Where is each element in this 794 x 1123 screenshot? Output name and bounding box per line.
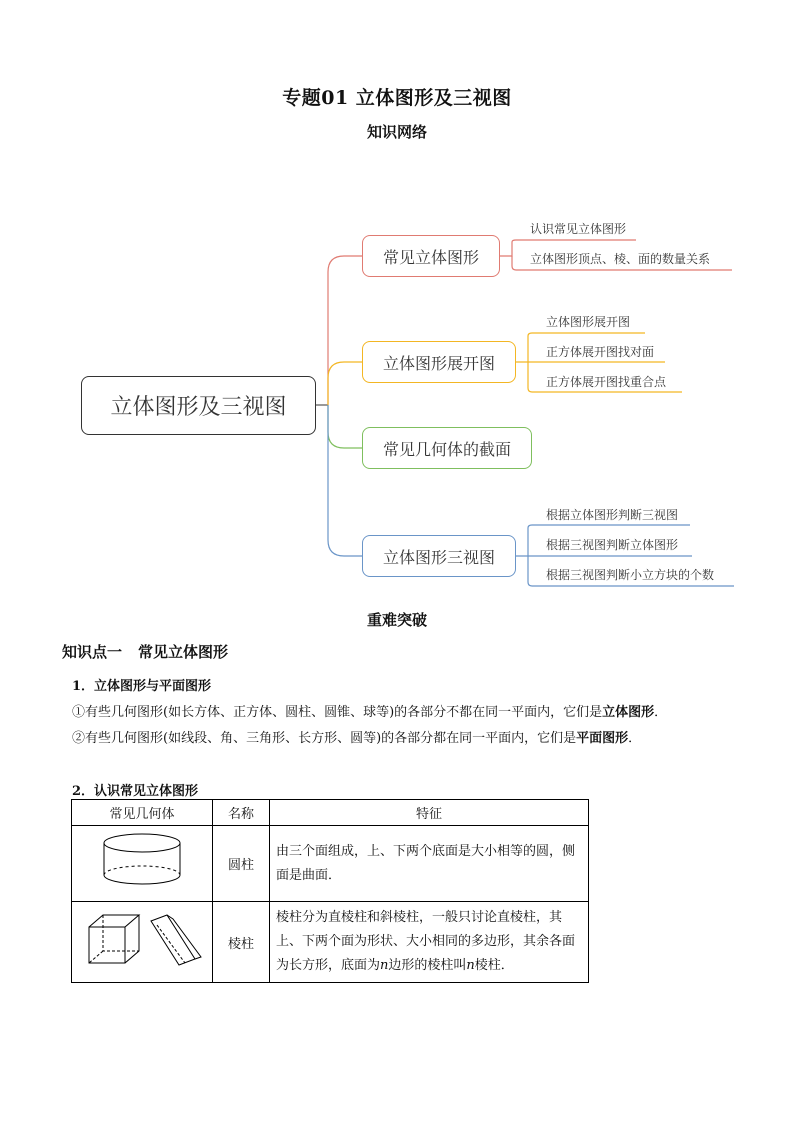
definition-line-2 — [72, 727, 641, 746]
knowledge-point-title: 常见立体图形 — [138, 643, 229, 661]
table-row — [72, 902, 589, 983]
section-subtitle: 知识网络 — [366, 123, 427, 141]
prism-figure-icon — [77, 907, 207, 973]
mindmap-leaf-1-1: 认识常见立体图形 — [530, 222, 627, 236]
mindmap-branch-1: 常见立体图形 — [362, 235, 500, 277]
solids-table — [71, 799, 589, 983]
line2-text: ②有些几何图形(如线段、角、三角形、长方形、圆等)的各部分都在同一平面内，它们是 — [72, 731, 577, 746]
mindmap-leaf-2-3: 正方体展开图找重合点 — [546, 375, 667, 389]
prism-desc-b: 边形的棱柱叫 — [388, 958, 467, 973]
prism-figure-cell — [72, 902, 213, 983]
definition-line-1 — [72, 701, 667, 720]
table-header-figure: 常见几何体 — [72, 800, 213, 826]
prism-desc-a: 棱柱分为直棱柱和斜棱柱，一般只讨论直棱柱，其上、下两个面为形状、大小相同的多边形，其余各面为长方形，底面为 — [276, 910, 576, 973]
line2-end: ． — [628, 731, 642, 746]
table-header-row — [72, 800, 589, 826]
mindmap-leaf-4-1: 根据立体图形判断三视图 — [546, 508, 679, 522]
cylinder-desc: 由三个面组成，上、下两个底面是大小相等的圆，侧面是曲面． — [270, 826, 589, 902]
cylinder-figure-cell — [72, 826, 213, 902]
table-row — [72, 826, 589, 902]
line1-bold-term: 立体图形 — [602, 705, 655, 720]
mindmap-leaf-1-2: 立体图形顶点、棱、面的数量关系 — [530, 252, 711, 266]
line1-end: ． — [654, 705, 668, 720]
prism-desc-n2: n — [466, 958, 475, 973]
mindmap-leaf-2-2: 正方体展开图找对面 — [546, 345, 655, 359]
prism-desc-n1: n — [380, 958, 389, 973]
table-header-feature: 特征 — [270, 800, 589, 826]
cylinder-name: 圆柱 — [213, 826, 270, 902]
mindmap-leaf-4-3: 根据三视图判断小立方块的个数 — [546, 568, 715, 582]
knowledge-point-number: 知识点一 — [62, 643, 123, 661]
mindmap-branch-2: 立体图形展开图 — [362, 341, 516, 383]
section-heading: 重难突破 — [366, 611, 427, 629]
cylinder-figure-icon — [82, 829, 202, 895]
line1-text: ①有些几何图形(如长方体、正方体、圆柱、圆锥、球等)的各部分不都在同一平面内，它们是 — [72, 705, 603, 720]
knowledge-point-heading — [62, 641, 228, 662]
prism-name: 棱柱 — [213, 902, 270, 983]
subsection-1-title: 1．立体图形与平面图形 — [72, 679, 212, 694]
mindmap-branch-3: 常见几何体的截面 — [362, 427, 532, 469]
line2-bold-term: 平面图形 — [576, 731, 629, 746]
table-header-name: 名称 — [213, 800, 270, 826]
mindmap-leaf-2-1: 立体图形展开图 — [546, 315, 631, 329]
prism-desc — [270, 902, 589, 983]
prism-desc-c: 棱柱． — [474, 958, 514, 973]
page-title: 专题01 立体图形及三视图 — [282, 87, 512, 109]
mindmap-branch-4: 立体图形三视图 — [362, 535, 516, 577]
subsection-2-title: 2．认识常见立体图形 — [72, 784, 199, 799]
mindmap-root: 立体图形及三视图 — [81, 376, 316, 435]
mindmap-leaf-4-2: 根据三视图判断立体图形 — [546, 538, 679, 552]
